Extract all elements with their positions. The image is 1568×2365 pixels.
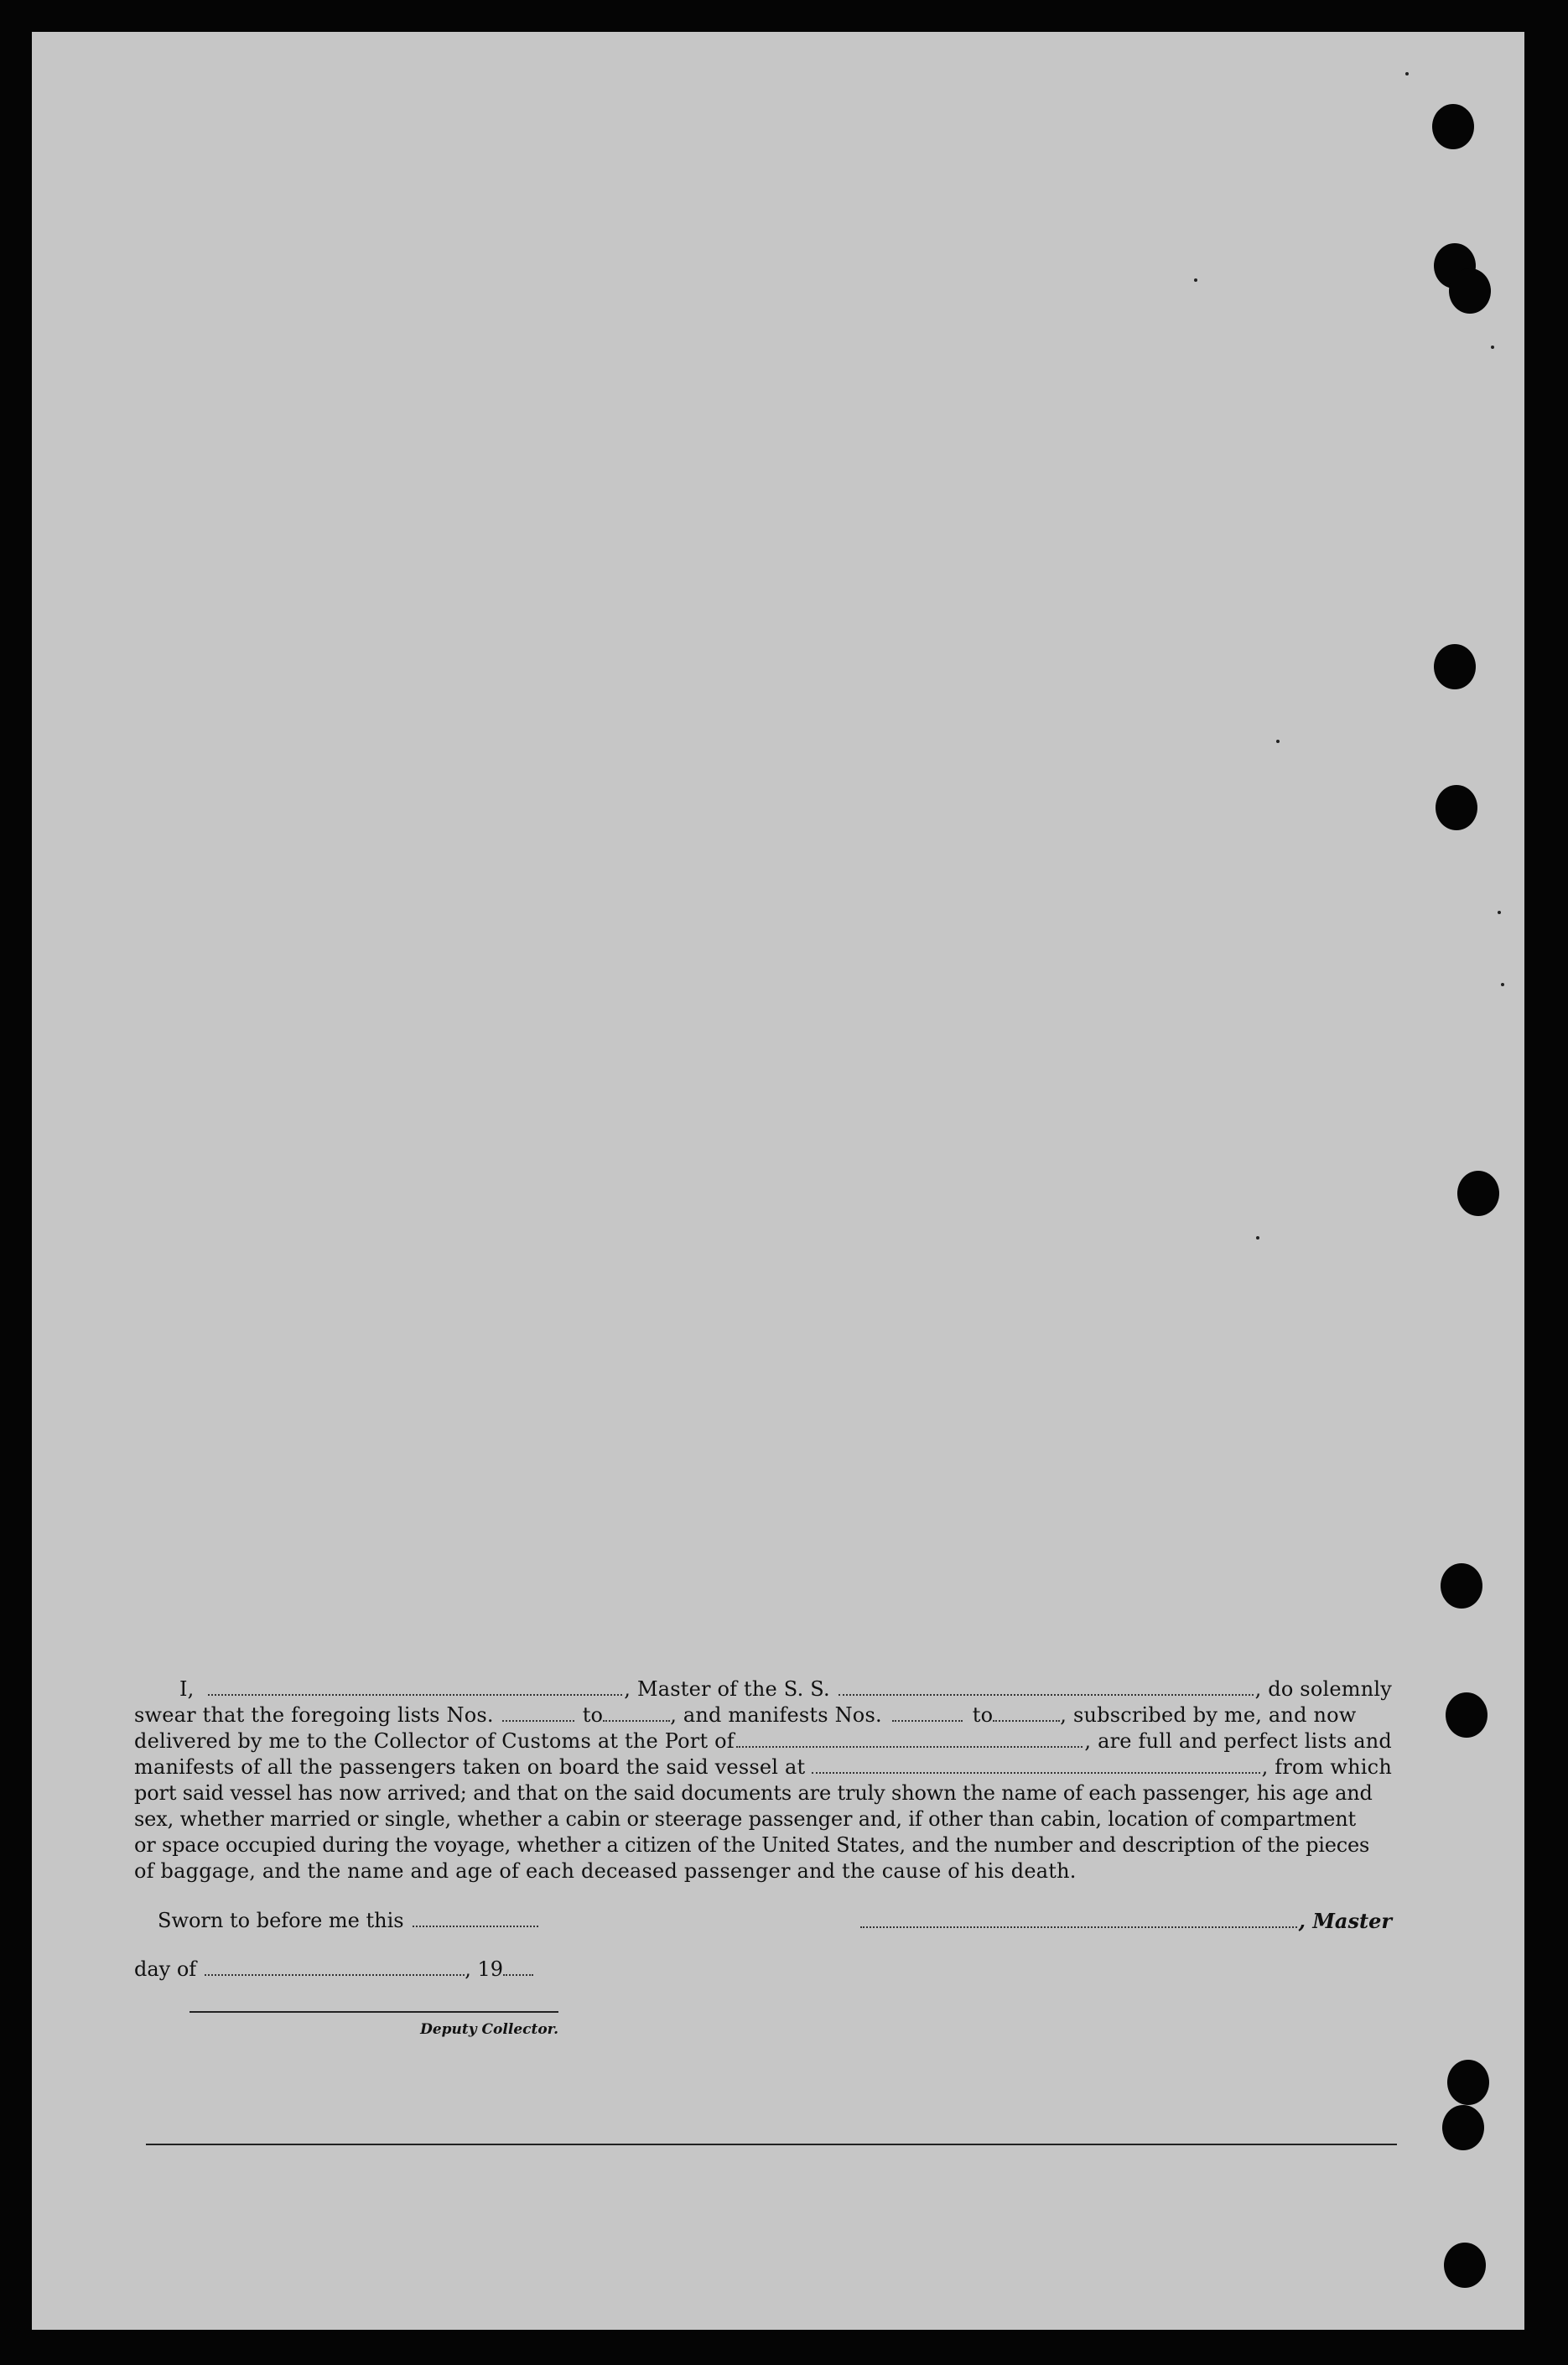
oath-text: , from which — [1261, 1755, 1392, 1779]
port-blank — [736, 1731, 1083, 1748]
master-label: , Master — [1298, 1909, 1392, 1933]
oath-line-2 — [134, 1702, 1392, 1728]
oath-text: or space occupied during the voyage, whether a citizen of the United States, and the number and description of the pieces — [134, 1833, 1370, 1857]
list-from-blank — [502, 1705, 574, 1722]
oath-text: I, — [179, 1677, 195, 1701]
manifest-page — [32, 32, 1524, 2330]
day-of-label: day of — [134, 1957, 197, 1981]
year-blank — [503, 1959, 533, 1976]
punch-hole — [1457, 1171, 1499, 1216]
manifest-to-blank — [993, 1705, 1060, 1722]
sworn-block — [158, 1909, 538, 1932]
oath-text: to — [972, 1703, 994, 1727]
oath-text: , subscribed by me, and now — [1060, 1703, 1357, 1727]
day-row — [134, 1957, 570, 1983]
oath-line-6 — [134, 1806, 1392, 1832]
oath-text: manifests of all the passengers taken on board the said vessel at — [134, 1755, 806, 1779]
speck — [1501, 983, 1504, 986]
oath-text: of baggage, and the name and age of each deceased passenger and the cause of his death. — [134, 1859, 1077, 1883]
punch-hole — [1441, 1563, 1482, 1609]
oath-line-1 — [134, 1676, 1392, 1702]
punch-hole — [1434, 644, 1476, 689]
deputy-collector-label: Deputy Collector. — [190, 2011, 558, 2038]
punch-hole — [1436, 785, 1477, 830]
manifest-from-blank — [892, 1705, 963, 1722]
day-of-blank — [205, 1959, 465, 1976]
oath-line-7 — [134, 1832, 1392, 1858]
speck — [1276, 740, 1280, 743]
year-label: , 19 — [465, 1957, 503, 1981]
oath-text: to — [582, 1703, 604, 1727]
oath-line-5 — [134, 1780, 1392, 1806]
oath-text: delivered by me to the Collector of Customs at the Port of — [134, 1729, 735, 1753]
oath-text: swear that the foregoing lists Nos. — [134, 1703, 494, 1727]
speck — [1256, 1236, 1259, 1240]
punch-hole — [1432, 104, 1474, 149]
oath-text: sex, whether married or single, whether a cabin or steerage passenger and, if other than cabin, location of compartment — [134, 1807, 1357, 1831]
master-signature-block — [859, 1909, 1392, 1933]
oath-line-8 — [134, 1858, 1392, 1884]
speck — [1491, 346, 1494, 349]
sworn-label: Sworn to before me this — [158, 1909, 404, 1932]
oath-text: , are full and perfect lists and — [1084, 1729, 1392, 1753]
speck — [1194, 278, 1197, 282]
signature-row — [134, 1909, 1392, 1934]
oath-text: , Master of the S. S. — [624, 1677, 830, 1701]
oath-text: , and manifests Nos. — [670, 1703, 882, 1727]
list-to-blank — [603, 1705, 670, 1722]
ship-name-blank — [839, 1679, 1254, 1696]
departure-port-blank — [812, 1757, 1259, 1774]
oath-paragraph — [134, 1676, 1392, 1884]
oath-line-3 — [134, 1728, 1392, 1754]
bottom-rule — [146, 2144, 1397, 2145]
master-signature-blank — [860, 1911, 1297, 1928]
punch-hole — [1442, 2105, 1484, 2150]
oath-text: , do solemnly — [1254, 1677, 1393, 1701]
punch-hole — [1447, 2060, 1489, 2105]
punch-hole — [1449, 268, 1491, 314]
oath-line-4 — [134, 1754, 1392, 1780]
speck — [1405, 72, 1409, 75]
master-name-blank — [208, 1679, 623, 1696]
oath-text: port said vessel has now arrived; and that on the said documents are truly shown the name of each passenger, his age and — [134, 1781, 1373, 1805]
sworn-date-blank — [413, 1910, 538, 1927]
punch-hole — [1444, 2243, 1486, 2288]
punch-hole — [1446, 1692, 1488, 1738]
speck — [1498, 911, 1501, 914]
